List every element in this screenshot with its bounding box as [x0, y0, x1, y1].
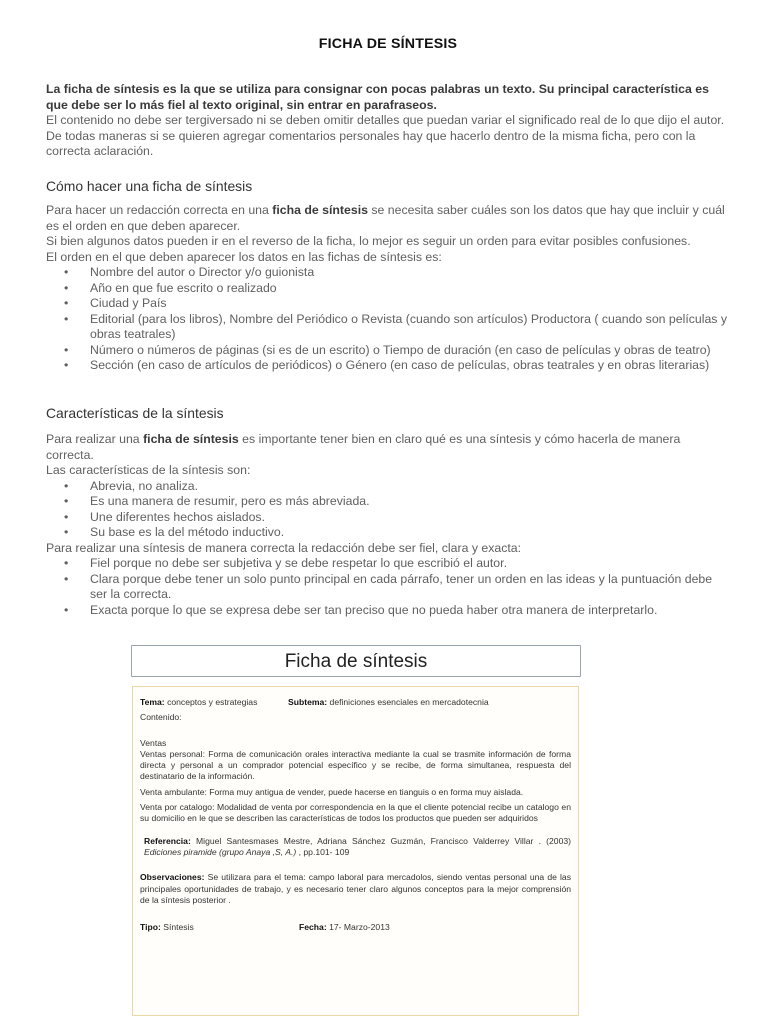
ventas-heading: Ventas	[140, 737, 167, 748]
observaciones-text	[140, 872, 571, 906]
list-item: • Editorial (para los libros), Nombre del Periódico o Revista (cuando son artículos) Productora ( cuando son películas y obras teatrales)	[46, 312, 730, 343]
text: se necesita saber cuáles son los datos que hay que incluir y cuál es el orden en que deben aparecer.	[46, 203, 725, 233]
referencia-pages: , pp.101- 109	[296, 846, 350, 857]
fecha-field	[299, 922, 390, 933]
venta-ambulante-text: Venta ambulante: Forma muy antigua de vender, puede hacerse en tianguis o en forma muy aislada.	[140, 786, 524, 797]
ficha-example-figure	[131, 645, 581, 1016]
text: Para realizar una	[46, 432, 144, 446]
intro-bold-text: La ficha de síntesis es la que se utiliza para consignar con pocas palabras un texto. Su principal característica es que debe ser lo más fiel al texto original, sin entrar en parafraseos.	[46, 82, 709, 112]
section1-paragraph: Si bien algunos datos pueden ir en el reverso de la ficha, lo mejor es seguir un orden para evitar posibles confusiones.	[46, 234, 691, 248]
subtema-label: Subtema:	[288, 697, 328, 707]
venta-personal-text: Ventas personal: Forma de comunicación orales interactiva mediante la cual se trasmite información de forma directa y personal a un comprador potencial específico y se recibe, de forma simultanea, respuesta del destinatario de la información.	[140, 748, 571, 782]
tipo-field	[140, 922, 299, 933]
bold-text: ficha de síntesis	[143, 432, 239, 446]
list-item: • Ciudad y País	[46, 296, 730, 312]
list-item: • Año en que fue escrito o realizado	[46, 281, 730, 297]
list-item: • Une diferentes hechos aislados.	[46, 510, 730, 526]
tema-value: conceptos y estrategias	[167, 697, 258, 707]
list-item: • Número o números de páginas (si es de un escrito) o Tiempo de duración (en caso de películas y obras de teatro)	[46, 343, 730, 359]
list-item: • Su base es la del método inductivo.	[46, 525, 730, 541]
bold-text: ficha de síntesis	[272, 203, 368, 217]
caracteristicas-list	[46, 479, 730, 541]
section-como-hacer-body	[46, 203, 730, 374]
tema-label: Tema:	[140, 697, 165, 707]
section1-paragraph	[46, 203, 730, 234]
tipo-fecha-row	[140, 922, 571, 933]
section2-paragraph: Las características de la síntesis son:	[46, 463, 251, 477]
list-item: • Sección (en caso de artículos de periódicos) o Género (en caso de películas, obras teatrales y en obras literarias)	[46, 358, 730, 374]
subtema-value: definiciones esenciales en mercadotecnia	[329, 697, 489, 707]
referencia-publisher: Ediciones piramide (grupo Anaya ,S, A.)	[144, 846, 297, 857]
fecha-label: Fecha:	[299, 922, 327, 933]
page-title: FICHA DE SÍNTESIS	[318, 36, 458, 52]
venta-catalogo-text: Venta por catalogo: Modalidad de venta por correspondencia en la que el cliente potencial recibe un catalogo en su domicilio en le que se describen las características de todos los productos que pueden ser adquiridos	[140, 802, 571, 824]
list-item: • Es una manera de resumir, pero es más abreviada.	[46, 494, 730, 510]
section-caracteristicas-body	[46, 432, 730, 618]
ficha-data-list	[46, 265, 730, 374]
list-item: • Exacta porque lo que se expresa debe ser tan preciso que no pueda haber otra manera de interpretarlo.	[46, 603, 730, 619]
list-item: • Nombre del autor o Director y/o guionista	[46, 265, 730, 281]
referencia-label: Referencia:	[144, 835, 191, 846]
list-item: • Fiel porque no debe ser subjetiva y se debe respetar lo que escribió el autor.	[46, 556, 730, 572]
section1-paragraph: El orden en el que deben aparecer los datos en las fichas de síntesis es:	[46, 249, 442, 264]
list-item: • Abrevia, no analiza.	[46, 479, 730, 495]
section2-paragraph: Para realizar una síntesis de manera correcta la redacción debe ser fiel, clara y exacta:	[46, 540, 522, 555]
list-item: • Clara porque debe tener un solo punto principal en cada párrafo, tener un orden en las ideas y la puntuación debe ser la correcta.	[46, 572, 730, 603]
redaccion-list	[46, 556, 730, 618]
tipo-label: Tipo:	[140, 922, 161, 933]
tema-row	[140, 697, 571, 708]
section-heading-caracteristicas: Características de la síntesis	[46, 405, 224, 421]
ficha-card	[132, 686, 579, 1016]
referencia-text	[140, 836, 571, 859]
contenido-label: Contenido:	[140, 712, 182, 723]
figure-title: Ficha de síntesis	[131, 645, 581, 677]
intro-text: El contenido no debe ser tergiversado ni se deben omitir detalles que puedan variar el significado real de lo que dijo el autor. De todas maneras si se quieren agregar comentarios personales hay que hacerlo dentro de la misma ficha, pero con la correcta aclaración.	[46, 113, 725, 158]
tema-field	[140, 697, 288, 708]
tipo-value: Síntesis	[163, 922, 194, 933]
section-heading-como-hacer: Cómo hacer una ficha de síntesis	[46, 178, 253, 194]
text: es importante tener bien en claro qué es una síntesis y cómo hacerla de manera correcta.	[46, 432, 681, 462]
section2-paragraph	[46, 432, 730, 463]
observaciones-label: Observaciones:	[140, 872, 205, 883]
observaciones-value: Se utilizara para el tema: campo laboral para mercadolos, siendo ventas personal una de las principales oportunidades de trabajo, y es necesario tener claro algunos conceptos para la mejor comprensión de la síntesis posterior .	[140, 872, 572, 905]
text: Para hacer un redacción correcta en una	[46, 203, 273, 217]
intro-paragraph	[46, 82, 730, 160]
referencia-value: Miguel Santesmases Mestre, Adriana Sánchez Guzmán, Francisco Valderrey Villar . (2003)	[196, 835, 571, 846]
subtema-field	[288, 697, 489, 708]
fecha-value: 17- Marzo-2013	[329, 922, 390, 933]
